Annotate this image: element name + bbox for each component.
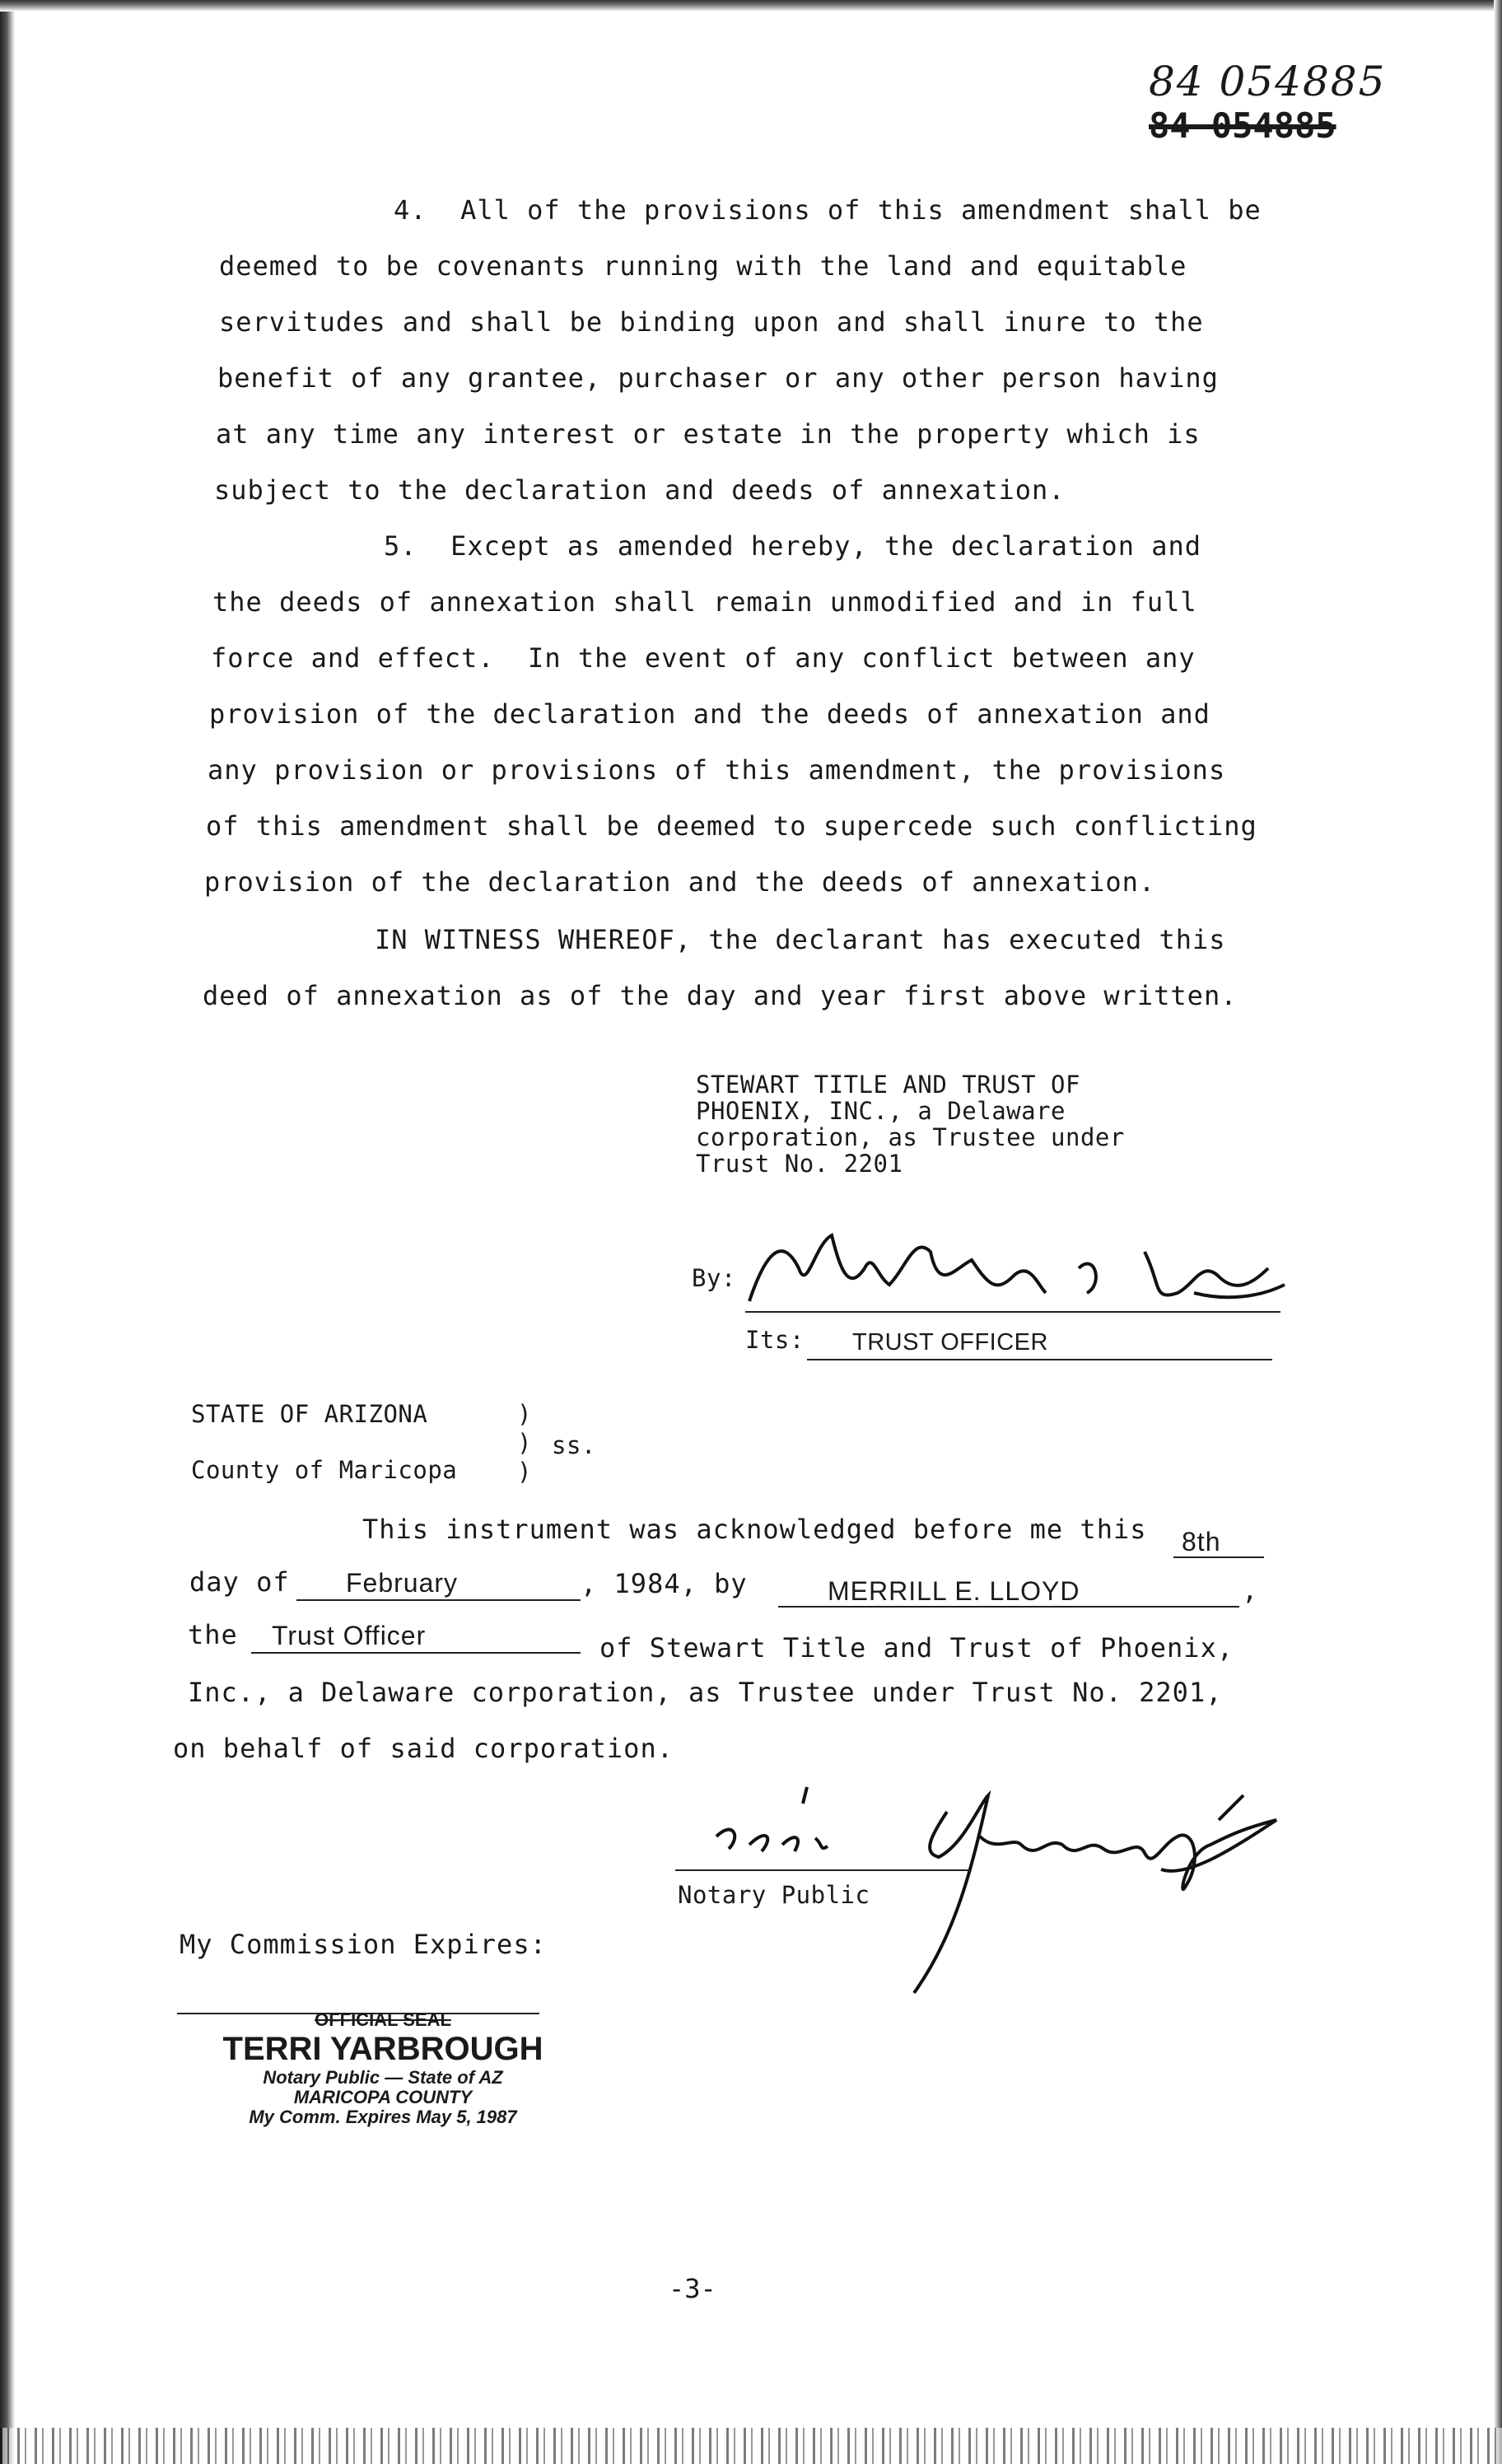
- seal-expiry: My Comm. Expires May 5, 1987: [249, 2107, 517, 2127]
- ack-line-4: Inc., a Delaware corporation, as Trustee under Trust No. 2201,: [188, 1677, 1223, 1708]
- document-number: 84 054885: [1149, 58, 1387, 105]
- signatory-line: PHOENIX, INC., a Delaware: [696, 1097, 1066, 1125]
- document-number-struck: 84 054885: [1149, 105, 1336, 146]
- paragraph-4-line: at any time any interest or estate in the property which is: [216, 418, 1201, 450]
- ack-of-company: of Stewart Title and Trust of Phoenix,: [599, 1632, 1234, 1664]
- signatory-line: STEWART TITLE AND TRUST OF: [696, 1071, 1080, 1099]
- scan-edge-left: [0, 0, 15, 2464]
- witness-line: IN WITNESS WHEREOF, the declarant has executed this: [375, 924, 1226, 955]
- officer-signature: [733, 1219, 1293, 1318]
- scan-edge-bottom: [0, 2428, 1502, 2464]
- ack-line-5: on behalf of said corporation.: [173, 1733, 674, 1764]
- signatory-line: corporation, as Trustee under: [696, 1123, 1125, 1151]
- paragraph-5-line: 5. Except as amended hereby, the declaration and: [384, 530, 1202, 562]
- ack-title-value: Trust Officer: [272, 1621, 427, 1650]
- commission-label: My Commission Expires:: [180, 1929, 547, 1960]
- ack-name-value: MERRILL E. LLOYD: [828, 1576, 1080, 1606]
- seal-header: OFFICIAL SEAL: [315, 2009, 451, 2030]
- venue-paren: ): [517, 1458, 532, 1486]
- its-underline: [807, 1359, 1272, 1360]
- ack-year: , 1984, by: [581, 1568, 748, 1599]
- scan-edge-right: [1494, 0, 1502, 2464]
- ack-line-1: This instrument was acknowledged before me this: [362, 1514, 1147, 1545]
- paragraph-5-line: the deeds of annexation shall remain unmodified and in full: [212, 586, 1197, 618]
- signatory-line: Trust No. 2201: [696, 1150, 903, 1178]
- seal-name: TERRI YARBROUGH: [222, 2031, 543, 2067]
- page-number: -3-: [669, 2273, 716, 2304]
- paragraph-5-line: provision of the declaration and the deeds of annexation and: [209, 698, 1210, 730]
- ack-name-underline: [778, 1606, 1239, 1608]
- paragraph-5-line: any provision or provisions of this amendment, the provisions: [208, 754, 1226, 786]
- its-value: TRUST OFFICER: [852, 1329, 1048, 1356]
- its-label: Its:: [745, 1326, 805, 1354]
- notary-seal-stamp: [161, 2009, 605, 2127]
- seal-county: MARICOPA COUNTY: [293, 2087, 473, 2107]
- ack-day-value: 8th: [1182, 1527, 1221, 1556]
- paragraph-4-line: 4. All of the provisions of this amendment shall be: [394, 194, 1262, 226]
- ack-day-of: day of: [189, 1566, 290, 1598]
- venue-paren: ): [517, 1429, 532, 1457]
- notary-underline: [675, 1869, 972, 1871]
- paragraph-5-line: force and effect. In the event of any conflict between any: [211, 642, 1196, 674]
- venue-ss: ss.: [552, 1431, 596, 1459]
- scan-edge-top: [0, 0, 1502, 12]
- witness-line: deed of annexation as of the day and year first above written.: [203, 980, 1238, 1011]
- venue-state: STATE OF ARIZONA: [191, 1400, 428, 1428]
- ack-the: the: [188, 1619, 238, 1650]
- ack-month-underline: [296, 1599, 581, 1601]
- paragraph-5-line: of this amendment shall be deemed to supercede such conflicting: [206, 810, 1257, 842]
- paragraph-4-line: subject to the declaration and deeds of annexation.: [214, 474, 1066, 506]
- paragraph-5-line: provision of the declaration and the deeds of annexation.: [204, 866, 1156, 898]
- ack-comma: ,: [1242, 1575, 1259, 1606]
- ack-month-value: February: [346, 1568, 459, 1598]
- venue-paren: ): [517, 1400, 532, 1428]
- paragraph-4-line: benefit of any grantee, purchaser or any other person having: [217, 362, 1219, 394]
- paragraph-4-line: deemed to be covenants running with the land and equitable: [219, 250, 1187, 282]
- ack-day-underline: [1173, 1556, 1264, 1558]
- by-label: By:: [692, 1264, 736, 1292]
- paragraph-4-line: servitudes and shall be binding upon and shall inure to the: [219, 306, 1204, 338]
- seal-state: Notary Public — State of AZ: [263, 2067, 503, 2088]
- ack-title-underline: [251, 1652, 581, 1654]
- venue-county: County of Maricopa: [191, 1456, 458, 1484]
- notary-label: Notary Public: [678, 1881, 870, 1909]
